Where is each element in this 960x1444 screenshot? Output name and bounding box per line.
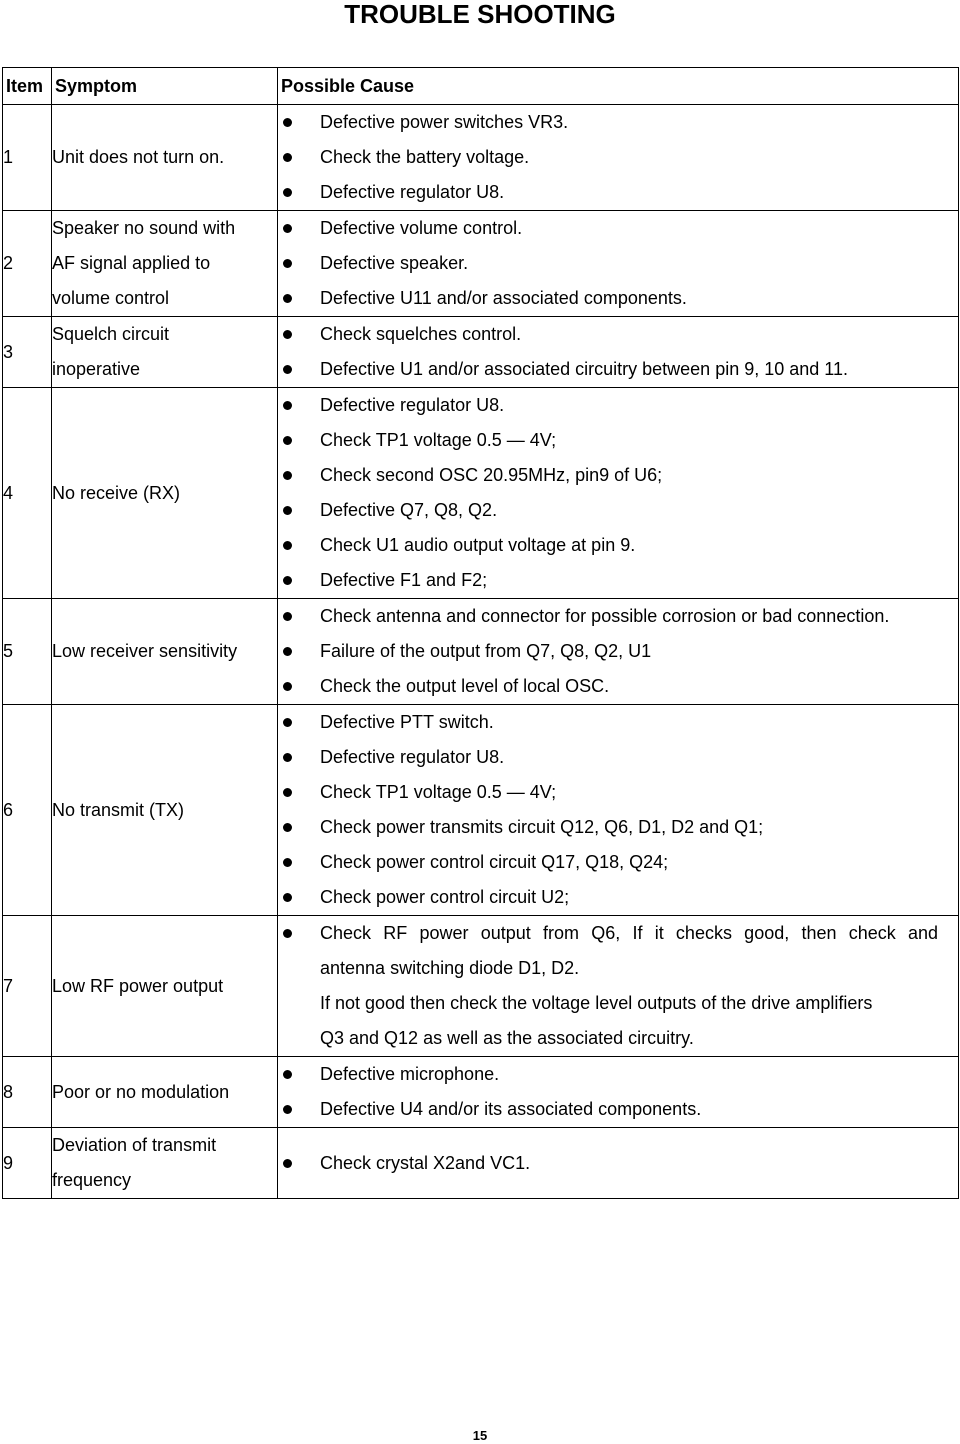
table-header-row [3, 68, 959, 105]
bullet-icon [283, 259, 292, 268]
symptom-text: Speaker no sound with [52, 218, 236, 238]
table-row [3, 916, 959, 1057]
cause-text: Check squelches control. [320, 324, 522, 344]
symptom-cell [52, 599, 278, 705]
cause-text: Failure of the output from Q7, Q8, Q2, U1 [320, 641, 652, 661]
symptom-text: AF signal applied to [52, 253, 211, 273]
bullet-icon [283, 753, 292, 762]
cause-item [278, 352, 958, 387]
bullet-icon [283, 118, 292, 127]
cause-list [278, 916, 958, 1056]
symptom-text: Low RF power output [52, 975, 224, 996]
cause-item [278, 599, 958, 634]
bullet-icon [283, 365, 292, 374]
bullet-icon [283, 1070, 292, 1079]
table-row [3, 211, 959, 317]
cause-item [278, 563, 958, 598]
cause-item [278, 528, 958, 563]
cause-item [278, 775, 958, 810]
bullet-icon [283, 1159, 292, 1168]
bullet-icon [283, 401, 292, 410]
bullet-icon [283, 929, 292, 938]
cause-text: antenna switching diode D1, D2. [320, 958, 580, 978]
cause-item [278, 423, 958, 458]
cause-list [278, 388, 958, 598]
cause-item [278, 388, 958, 423]
cause-item [278, 493, 958, 528]
cause-item [278, 246, 958, 281]
table-row [3, 105, 959, 211]
cause-text: Check power control circuit U2; [320, 887, 570, 907]
symptom-text: Low receiver sensitivity [52, 641, 238, 661]
bullet-icon [283, 576, 292, 585]
possible-cause-cell [278, 1128, 959, 1199]
cause-text: Defective microphone. [320, 1064, 500, 1084]
symptom-text: frequency [52, 1170, 132, 1190]
cause-item [278, 175, 958, 210]
cause-text: Defective volume control. [320, 218, 523, 238]
cause-item [278, 317, 958, 352]
symptom-cell [52, 705, 278, 916]
cause-list [278, 105, 958, 210]
cause-text: Defective F1 and F2; [320, 570, 488, 590]
cause-text: Defective U4 and/or its associated components. [320, 1099, 702, 1119]
possible-cause-cell [278, 317, 959, 388]
symptom-text: Squelch circuit [52, 324, 170, 344]
symptom-text: No transmit (TX) [52, 799, 185, 820]
possible-cause-cell [278, 105, 959, 211]
cause-text: Defective Q7, Q8, Q2. [320, 500, 498, 520]
cause-list [278, 705, 958, 915]
item-number: 5 [3, 599, 52, 705]
item-number: 1 [3, 105, 52, 211]
bullet-icon [283, 647, 292, 656]
cause-item [278, 916, 958, 951]
bullet-icon [283, 612, 292, 621]
cause-text: If not good then check the voltage level outputs of the drive amplifiers [320, 993, 873, 1013]
symptom-text: inoperative [52, 359, 141, 379]
bullet-icon [283, 330, 292, 339]
cause-item [278, 458, 958, 493]
bullet-icon [283, 294, 292, 303]
cause-item [278, 105, 958, 140]
symptom-cell [52, 388, 278, 599]
cause-text: Defective PTT switch. [320, 712, 494, 732]
cause-list [278, 1057, 958, 1127]
cause-item [278, 1146, 958, 1181]
bullet-icon [283, 682, 292, 691]
bullet-icon [283, 788, 292, 797]
page-title: TROUBLE SHOOTING [344, 0, 616, 29]
cause-text: Defective U11 and/or associated components. [320, 288, 687, 308]
bullet-icon [283, 541, 292, 550]
bullet-icon [283, 718, 292, 727]
cause-text: Defective power switches VR3. [320, 112, 569, 132]
cause-list [278, 317, 958, 387]
item-number: 3 [3, 317, 52, 388]
bullet-icon [283, 471, 292, 480]
bullet-icon [283, 858, 292, 867]
bullet-icon [283, 1105, 292, 1114]
cause-text: Defective regulator U8. [320, 747, 505, 767]
cause-item [278, 951, 958, 986]
table-row [3, 1128, 959, 1199]
cause-text: Defective regulator U8. [320, 182, 505, 202]
cause-text: Defective regulator U8. [320, 395, 505, 415]
troubleshooting-table [2, 67, 959, 1199]
cause-text: Check RF power output from Q6, If it checks good, then check and [320, 923, 938, 943]
cause-text: Check the output level of local OSC. [320, 676, 610, 696]
symptom-text: Unit does not turn on. [52, 147, 225, 167]
symptom-text: Deviation of transmit [52, 1135, 217, 1155]
bullet-icon [283, 436, 292, 445]
page-number: 15 [472, 1428, 488, 1443]
cause-item [278, 740, 958, 775]
bullet-icon [283, 823, 292, 832]
cause-list [278, 1146, 958, 1181]
table-row [3, 317, 959, 388]
cause-item [278, 281, 958, 316]
header-item: Item [3, 68, 52, 105]
symptom-cell [52, 211, 278, 317]
cause-item [278, 211, 958, 246]
symptom-cell [52, 317, 278, 388]
possible-cause-cell [278, 599, 959, 705]
table-row [3, 599, 959, 705]
header-symptom: Symptom [52, 68, 278, 105]
cause-item [278, 1092, 958, 1127]
cause-item [278, 810, 958, 845]
cause-item [278, 986, 958, 1021]
cause-item [278, 705, 958, 740]
possible-cause-cell [278, 916, 959, 1057]
cause-item [278, 845, 958, 880]
possible-cause-cell [278, 705, 959, 916]
symptom-text: volume control [52, 288, 170, 308]
cause-text: Check second OSC 20.95MHz, pin9 of U6; [320, 465, 663, 485]
cause-item [278, 669, 958, 704]
cause-item [278, 880, 958, 915]
symptom-text: Poor or no modulation [52, 1081, 230, 1102]
item-number: 4 [3, 388, 52, 599]
possible-cause-cell [278, 211, 959, 317]
symptom-cell [52, 105, 278, 211]
cause-text: Check power transmits circuit Q12, Q6, D1, D2 and Q1; [320, 817, 764, 837]
table-row [3, 1057, 959, 1128]
cause-text: Check U1 audio output voltage at pin 9. [320, 535, 636, 555]
symptom-cell [52, 1128, 278, 1199]
item-number: 6 [3, 705, 52, 916]
table-row [3, 388, 959, 599]
cause-text: Check TP1 voltage 0.5 — 4V; [320, 782, 557, 802]
symptom-text: No receive (RX) [52, 482, 181, 503]
bullet-icon [283, 506, 292, 515]
possible-cause-cell [278, 1057, 959, 1128]
cause-text: Check crystal X2and VC1. [320, 1152, 531, 1173]
cause-text: Check TP1 voltage 0.5 — 4V; [320, 430, 557, 450]
cause-list [278, 211, 958, 316]
possible-cause-cell [278, 388, 959, 599]
cause-item [278, 634, 958, 669]
symptom-cell [52, 1057, 278, 1128]
cause-text: Defective U1 and/or associated circuitry between pin 9, 10 and 11. [320, 359, 848, 379]
bullet-icon [283, 188, 292, 197]
symptom-cell [52, 916, 278, 1057]
header-possible-cause: Possible Cause [278, 68, 959, 105]
table-body [3, 105, 959, 1199]
bullet-icon [283, 224, 292, 233]
cause-text: Q3 and Q12 as well as the associated circuitry. [320, 1028, 694, 1048]
cause-text: Check antenna and connector for possible corrosion or bad connection. [320, 606, 890, 626]
cause-text: Defective speaker. [320, 253, 469, 273]
item-number: 9 [3, 1128, 52, 1199]
bullet-icon [283, 153, 292, 162]
bullet-icon [283, 893, 292, 902]
cause-list [278, 599, 958, 704]
cause-text: Check power control circuit Q17, Q18, Q24; [320, 852, 669, 872]
item-number: 7 [3, 916, 52, 1057]
item-number: 8 [3, 1057, 52, 1128]
table-row [3, 705, 959, 916]
cause-item [278, 1057, 958, 1092]
cause-item [278, 140, 958, 175]
cause-item [278, 1021, 958, 1056]
item-number: 2 [3, 211, 52, 317]
cause-text: Check the battery voltage. [320, 147, 530, 167]
